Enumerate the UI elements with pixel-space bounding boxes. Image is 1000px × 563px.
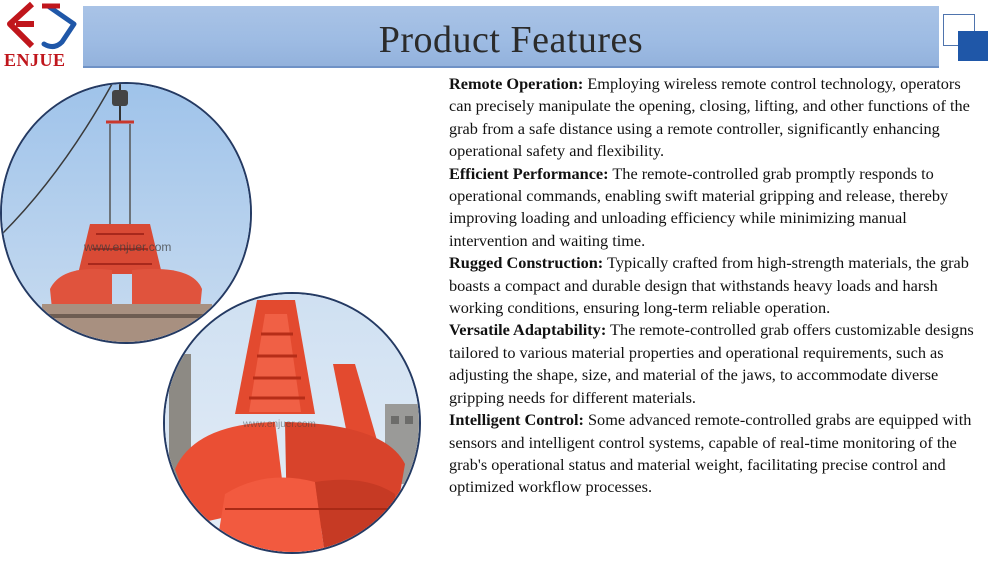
grab-photo-lifted (0, 82, 252, 344)
logo-text: ENJUE (4, 50, 66, 70)
enjue-logo (0, 0, 84, 74)
photo-watermark: www.enjuer.com (84, 240, 172, 254)
feature-title: Intelligent Control: (449, 410, 584, 430)
feature-text: Employing wireless remote control technology, operators can precisely manipulate the opening, closing, lifting, and other functions of the grab from a safe distance using a remote controller, significantly enhancing operational safety and flexibility. (449, 74, 970, 161)
feature-remote-operation (449, 73, 979, 163)
feature-title: Rugged Construction: (449, 253, 604, 273)
grab-photo-closeup (163, 292, 421, 554)
feature-title: Remote Operation: (449, 74, 584, 93)
ej-logo-mark-icon (2, 0, 82, 52)
feature-title: Versatile Adaptability: (449, 320, 607, 340)
feature-intelligent-control (449, 409, 979, 499)
feature-efficient-performance (449, 163, 979, 253)
page-title: Product Features (378, 19, 644, 61)
feature-rugged-construction (449, 252, 979, 319)
feature-text: Typically crafted from high-strength materials, the grab boasts a compact and durable design that withstands heavy loads and harsh working conditions, ensuring long-term reliable operation. (449, 253, 969, 318)
photo-watermark: www.enjuer.com (243, 419, 316, 430)
feature-text: Some advanced remote-controlled grabs are equipped with sensors and intelligent control systems, capable of real-time monitoring of the grab's operational status and material weight, facilitating precise control and optimized workflow processes. (449, 410, 972, 497)
grab-lifted-illustration (2, 84, 252, 344)
feature-versatile-adaptability (449, 319, 979, 409)
feature-text: The remote-controlled grab offers customizable designs tailored to various material properties and operational requirements, such as adjusting the shape, size, and material of the jaws, to accommodate diverse gripping needs for different materials. (449, 320, 974, 407)
title-bar (83, 6, 939, 68)
feature-list (449, 73, 979, 499)
feature-text: The remote-controlled grab promptly responds to operational commands, enabling swift material gripping and release, thereby improving loading and unloading efficiency while minimizing manual intervention and waiting time. (449, 163, 949, 250)
feature-title: Efficient Performance: (449, 163, 609, 183)
blue-square-icon (958, 31, 988, 61)
